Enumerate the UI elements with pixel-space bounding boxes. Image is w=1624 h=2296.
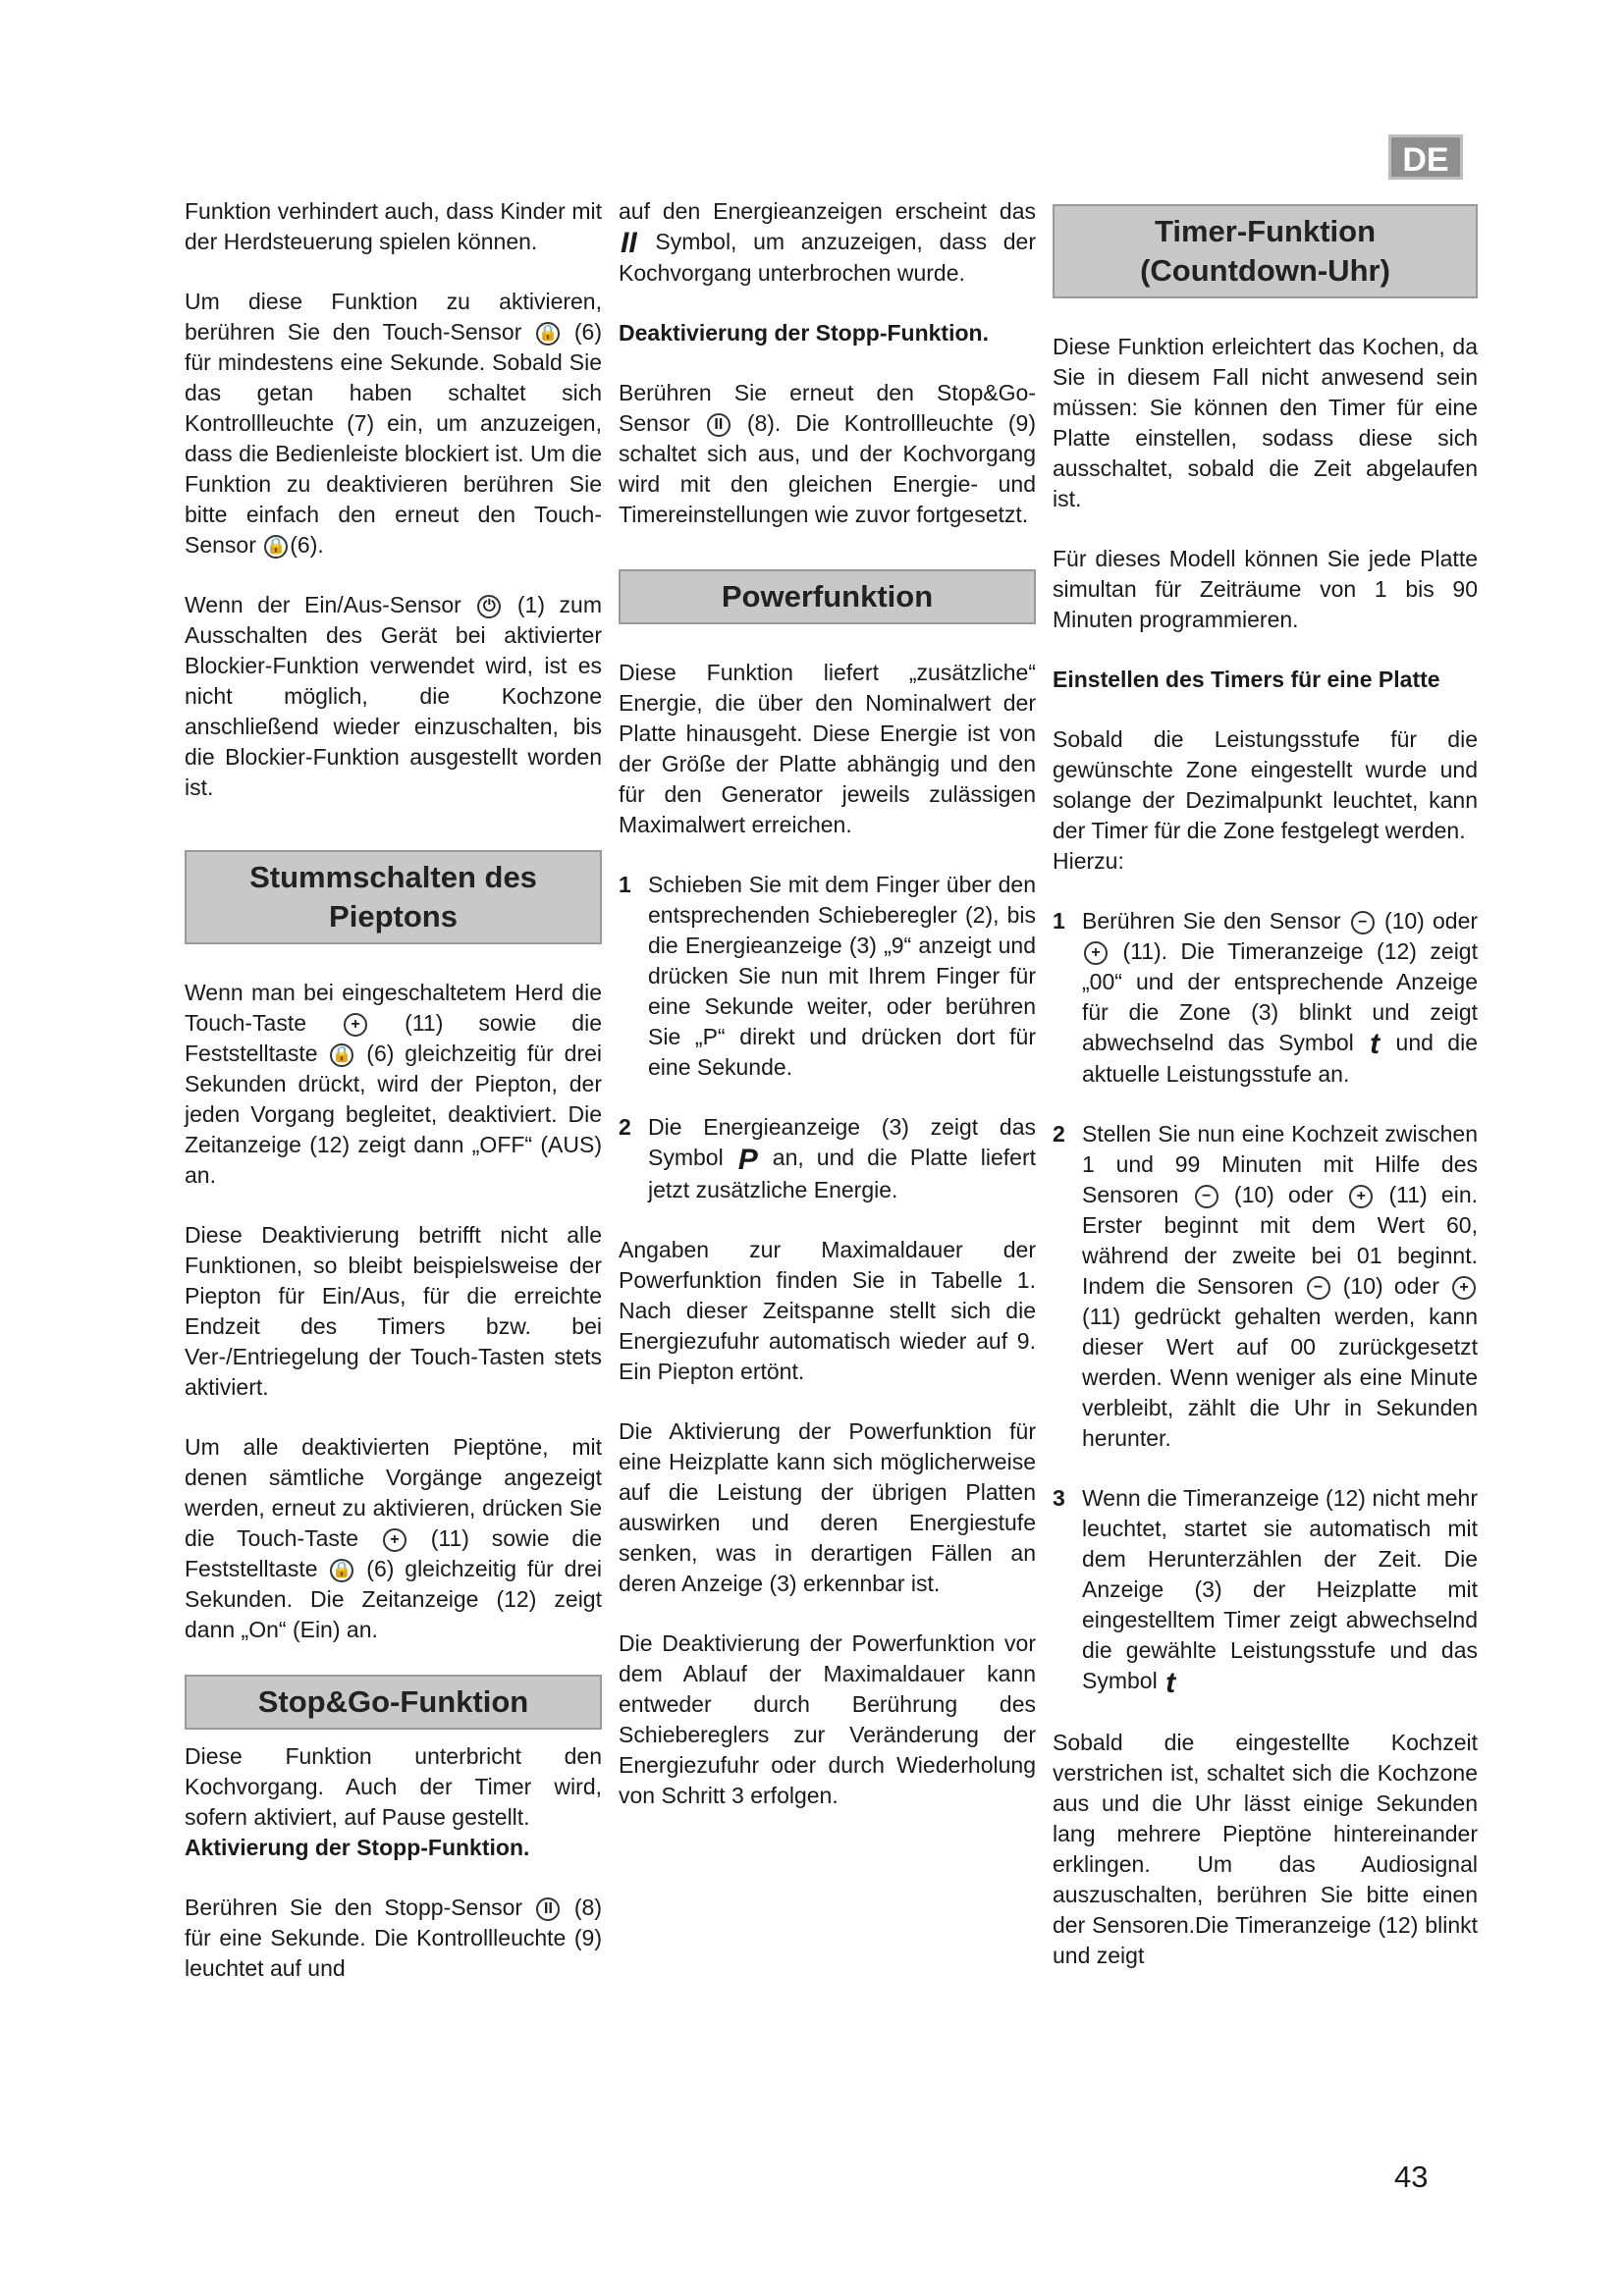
paragraph: Diese Deaktivierung betrifft nicht alle Funktionen, so bleibt beispielsweise der Piepton für Ein/Aus, für die erreichte Endzeit des Timers bzw. bei Ver-/Entriegelung der Touch-Tasten stets aktiviert.: [185, 1222, 602, 1400]
paragraph: Für dieses Modell können Sie jede Platte simultan für Zeiträume von 1 bis 90 Minuten programmieren.: [1053, 546, 1478, 632]
pause-symbol-glyph: II: [621, 227, 637, 260]
paragraph: Die Aktivierung der Powerfunktion für eine Heizplatte kann sich möglicherweise auf die Leistung der übrigen Platten auswirken und deren Energiestufe senken, was in derartigen Fällen an deren Anzeige (3) erkennbar ist.: [619, 1417, 1036, 1596]
paragraph: Um alle deaktivierten Pieptöne, mit denen sämtliche Vorgänge angezeigt werden, erneut zu aktivieren, drücken Sie die Touch-Taste + (11) sowie die Feststelltaste 🔒 (6) gleichzeitig für drei Sekunden. Die Zeitanzeige (12) zeigt dann „On“ (Ein) an.: [185, 1434, 603, 1642]
plus-icon: +: [1349, 1185, 1373, 1208]
power-p-glyph: P: [737, 1143, 758, 1176]
section-heading-mute: Stummschalten des Pieptons: [185, 850, 602, 944]
power-steps: [619, 870, 1036, 1204]
section-heading-timer: Timer-Funktion (Countdown-Uhr): [1053, 204, 1478, 298]
paragraph: Um diese Funktion zu aktivieren, berühren Sie den Touch-Sensor 🔒 (6) für mindestens eine Sekunde. Sobald Sie das getan haben schaltet sich Kontrollleuchte (7) ein, um anzuzeigen, dass die Bedienleiste blockiert ist. Um die Funktion zu deaktivieren berühren Sie bitte einfach den erneut den Touch-Sensor 🔒 (6).: [185, 289, 603, 558]
paragraph: Sobald die Leistungsstufe für die gewünschte Zone eingestellt wurde und solange der Dezimalpunkt leuchtet, kann der Timer für die Zone festgelegt werden. Hierzu:: [1053, 726, 1478, 874]
plus-icon: +: [383, 1528, 406, 1552]
column-2: [619, 196, 1036, 1841]
plus-icon: +: [1084, 941, 1108, 965]
list-item: 2 Die Energieanzeige (3) zeigt das Symbol P an, und die Platte liefert jetzt zusätzliche Energie.: [619, 1114, 1036, 1202]
list-item: 2 Stellen Sie nun eine Kochzeit zwischen 1 und 99 Minuten mit Hilfe des Sensoren − (10) oder + (11) ein. Erster beginnt mit dem Wert 60, während der zweite bei 01 beginnt. Indem die Sensoren − (10) oder + (11) gedrückt gehalten werden, kann dieser Wert auf 00 zurückgesetzt werden. Wenn weniger als eine Minute verbleibt, zählt die Uhr in Sekunden herunter.: [1053, 1121, 1478, 1452]
column-1: [185, 196, 602, 2013]
timer-t-glyph: t: [1165, 1666, 1176, 1699]
column-3: [1053, 196, 1478, 2001]
paragraph: Wenn der Ein/Aus-Sensor ⏻ (1) zum Ausschalten des Gerät bei aktivierter Blockier-Funktion verwendet wird, ist es nicht möglich, die Kochzone anschließend wieder einzuschalten, bis die Blockier-Funktion ausgestellt worden ist.: [185, 592, 602, 800]
paragraph: Die Deaktivierung der Powerfunktion vor dem Ablauf der Maximaldauer kann entweder durch Berührung des Schiebereglers zur Veränderung der Energiezufuhr oder durch Wiederholung von Schritt 3 erfolgen.: [619, 1629, 1036, 1808]
power-icon: ⏻: [477, 595, 501, 618]
paragraph: Diese Funktion liefert „zusätzliche“ Energie, die über den Nominalwert der Platte hinausgeht. Diese Energie ist von der Größe der Platte abhängig und den für den Generator jeweils zulässigen Maximalwert erreichen.: [619, 660, 1036, 838]
minus-icon: −: [1195, 1185, 1218, 1208]
section-heading-power: Powerfunktion: [619, 569, 1036, 624]
section-heading-stopgo: Stop&Go-Funktion: [185, 1675, 602, 1730]
list-item: 3 Wenn die Timeranzeige (12) nicht mehr leuchtet, startet sie automatisch mit dem Herunterzählen der Zeit. Die Anzeige (3) der Heizplatte mit eingestelltem Timer zeigt abwechselnd die gewählte Leistungsstufe und das Symbol t: [1053, 1485, 1478, 1699]
bold-subheading: Aktivierung der Stopp-Funktion.: [185, 1835, 530, 1860]
paragraph: Berühren Sie erneut den Stop&Go-Sensor II (8). Die Kontrollleuchte (9) schaltet sich aus, und der Kochvorgang wird mit den gleichen Energie- und Timereinstellungen wie zuvor fortgesetzt.: [619, 380, 1036, 528]
paragraph: Funktion verhindert auch, dass Kinder mit der Herdsteuerung spielen können.: [185, 198, 602, 254]
pause-icon: II: [536, 1897, 560, 1921]
paragraph: Wenn man bei eingeschaltetem Herd die Touch-Taste + (11) sowie die Feststelltaste 🔒 (6) gleichzeitig für drei Sekunden drückt, wird der Piepton, der jeden Vorgang begleitet, deaktiviert. Die Zeitanzeige (12) zeigt dann „OFF“ (AUS) an.: [185, 980, 603, 1188]
minus-icon: −: [1351, 911, 1375, 934]
timer-t-glyph: t: [1370, 1028, 1380, 1061]
list-item: 1 Schieben Sie mit dem Finger über den entsprechenden Schieberegler (2), bis die Energieanzeige (3) „9“ anzeigt und drücken Sie nun mit Ihrem Finger für eine Sekunde weiter, oder berühren Sie „P“ direkt und drücken dort für eine Sekunde.: [619, 872, 1036, 1081]
lock-icon: 🔒: [536, 322, 560, 346]
bold-subheading: Deaktivierung der Stopp-Funktion.: [619, 320, 989, 347]
paragraph: auf den Energieanzeigen erscheint das II Symbol, um anzuzeigen, dass der Kochvorgang unterbrochen wurde.: [619, 198, 1036, 287]
paragraph: Sobald die eingestellte Kochzeit verstrichen ist, schaltet sich die Kochzone aus und die Uhr lässt einige Sekunden lang mehrere Pieptöne hintereinander erklingen. Um das Audiosignal auszuschalten, berühren Sie bitte einen der Sensoren.Die Timeranzeige (12) blinkt und zeigt: [1053, 1729, 1478, 1968]
minus-icon: −: [1307, 1276, 1330, 1300]
paragraph: Berühren Sie den Stopp-Sensor II (8) für eine Sekunde. Die Kontrollleuchte (9) leuchtet auf und: [185, 1895, 603, 1981]
lock-icon: 🔒: [330, 1043, 353, 1067]
timer-steps: [1053, 906, 1478, 1698]
paragraph: Diese Funktion erleichtert das Kochen, da Sie in diesem Fall nicht anwesend sein müssen: Sie können den Timer für eine Platte einstellen, sodass diese sich ausschaltet, sobald die Zeit abgelaufen ist.: [1053, 334, 1478, 511]
list-item: 1 Berühren Sie den Sensor − (10) oder + (11). Die Timeranzeige (12) zeigt „00“ und der entsprechende Anzeige für die Zone (3) blinkt und zeigt abwechselnd das Symbol t und die aktuelle Leistungsstufe an.: [1053, 908, 1479, 1088]
paragraph: Diese Funktion unterbricht den Kochvorgang. Auch der Timer wird, sofern aktiviert, auf Pause gestellt. Aktivierung der Stopp-Funktion.: [185, 1743, 602, 1860]
plus-icon: +: [344, 1013, 367, 1037]
language-badge: DE: [1388, 134, 1463, 180]
plus-icon: +: [1452, 1276, 1476, 1300]
bold-subheading: Einstellen des Timers für eine Platte: [1053, 667, 1440, 692]
lock-icon: 🔒: [330, 1559, 353, 1582]
lock-icon: 🔒: [264, 535, 288, 559]
page-number: 43: [1394, 2160, 1429, 2194]
pause-icon: II: [707, 413, 731, 437]
paragraph: Angaben zur Maximaldauer der Powerfunktion finden Sie in Tabelle 1. Nach dieser Zeitspanne stellt sich die Energiezufuhr automatisch wieder auf 9. Ein Piepton ertönt.: [619, 1236, 1036, 1384]
